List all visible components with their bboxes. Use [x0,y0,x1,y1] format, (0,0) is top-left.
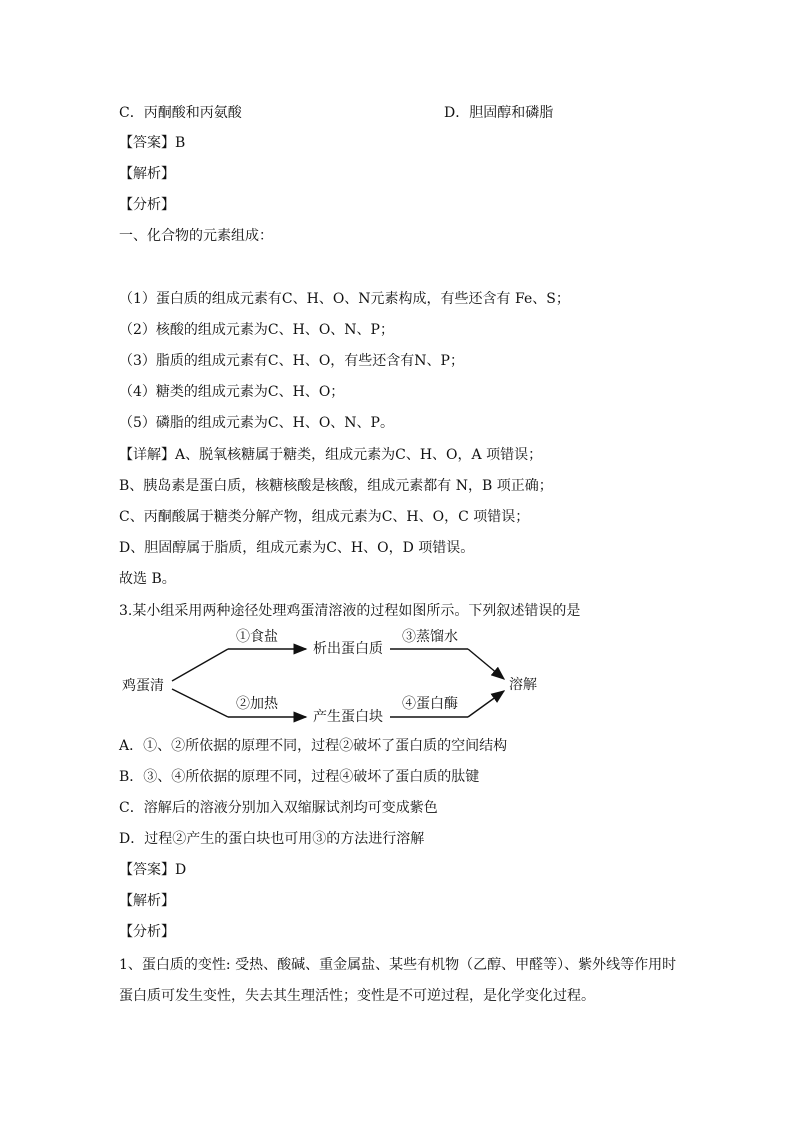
option-c-q3: C．溶解后的溶液分别加入双缩脲试剂均可变成紫色 [119,800,438,816]
point-4: （4）糖类的组成元素为C、H、O； [119,384,345,400]
answer-q3: 【答案】D [119,862,187,878]
option-a: A．①、②所依据的原理不同，过程②破坏了蛋白质的空间结构 [119,738,508,754]
option-c: C．丙酮酸和丙氨酸 [119,105,242,121]
option-d-q3: D．过程②产生的蛋白块也可用③的方法进行溶解 [119,831,425,847]
node-result2: 产生蛋白块 [313,709,383,725]
question-3-stem: 3.某小组采用两种途径处理鸡蛋清溶液的过程如图所示。下列叙述错误的是 [119,603,581,619]
point1-line2-q3: 蛋白质可发生变性，失去其生理活性；变性是不可逆过程，是化学变化过程。 [119,988,595,1004]
point-1: （1）蛋白质的组成元素有C、H、O、N元素构成，有些还含有 Fe、S； [119,291,570,307]
answer-q2: 【答案】B [119,135,186,151]
analysis-heading-q2: 【解析】 [119,166,175,182]
intro-q2: 一、化合物的元素组成： [119,228,273,244]
detail-2: B、胰岛素是蛋白质，核糖核酸是核酸，组成元素都有 N，B 项正确； [119,478,553,494]
fenxi-heading-q2: 【分析】 [119,197,175,213]
flow-diagram [116,625,556,725]
label-step4: ④蛋白酶 [402,696,458,712]
option-b: B．③、④所依据的原理不同，过程④破坏了蛋白质的肽键 [119,769,480,785]
label-step2: ②加热 [236,696,278,712]
node-result1: 析出蛋白质 [313,641,383,657]
arrow-lower-to-end [468,691,504,717]
conclusion-q2: 故选 B。 [119,571,176,587]
node-end: 溶解 [509,677,537,693]
label-step1: ①食盐 [236,629,278,645]
node-start: 鸡蛋清 [122,678,164,694]
point-3: （3）脂质的组成元素有C、H、O，有些还含有N、P； [119,353,464,369]
detail-3: C、丙酮酸属于糖类分解产物，组成元素为C、H、O，C 项错误； [119,509,530,525]
detail-4: D、胆固醇属于脂质，组成元素为C、H、O，D 项错误。 [119,540,475,556]
fenxi-heading-q3: 【分析】 [119,924,175,940]
arrow-start-to-lower [172,689,228,717]
detail-1: 【详解】A、脱氧核糖属于糖类，组成元素为C、H、O，A 项错误； [119,447,543,463]
option-d: D．胆固醇和磷脂 [444,105,554,121]
point-5: （5）磷脂的组成元素为C、H、O、N、P。 [119,415,394,431]
analysis-heading-q3: 【解析】 [119,893,175,909]
point-2: （2）核酸的组成元素为C、H、O、N、P； [119,322,394,338]
arrow-upper-to-end [468,649,504,679]
point1-line1-q3: 1、蛋白质的变性: 受热、酸碱、重金属盐、某些有机物（乙醇、甲醛等）、紫外线等作用时 [119,957,677,973]
arrow-start-to-upper [172,649,228,681]
label-step3: ③蒸馏水 [402,629,458,645]
